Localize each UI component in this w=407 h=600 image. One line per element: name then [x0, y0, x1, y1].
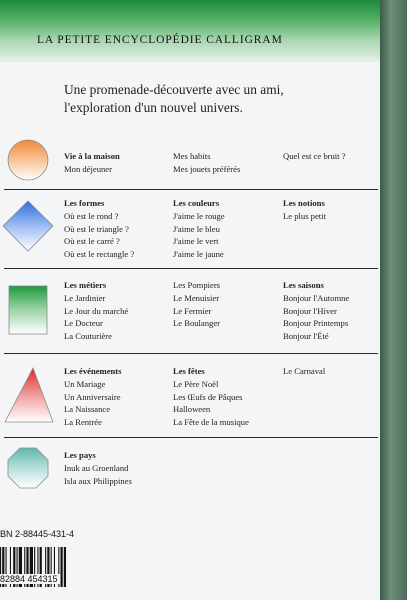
list-item: Où est le triangle ? — [64, 223, 129, 234]
heading-les-notions: Les notions — [283, 198, 325, 208]
column-1 — [64, 150, 120, 176]
heading-les-pays: Les pays — [64, 450, 96, 460]
heading-les-metiers: Les métiers — [64, 280, 107, 290]
list-item: La Fête de la musique — [173, 417, 249, 428]
list-item: Le Carnaval — [283, 366, 326, 376]
heading-les-formes: Les formes — [64, 198, 105, 208]
red-triangle-icon — [3, 366, 55, 424]
heading-les-evenements: Les événements — [64, 366, 122, 376]
heading-les-fetes: Les fêtes — [173, 366, 205, 376]
column-3 — [283, 150, 346, 163]
green-gradient-band — [0, 0, 380, 62]
list-item: Un Anniversaire — [64, 391, 121, 402]
column-1 — [64, 365, 122, 429]
heading-vie-a-la-maison: Vie à la maison — [64, 151, 120, 161]
list-item: La Rentrée — [64, 417, 102, 428]
orange-circle-icon — [6, 138, 50, 182]
column-2 — [173, 279, 220, 330]
column-2 — [173, 365, 249, 429]
blue-diamond-icon — [1, 199, 55, 253]
series-title: LA PETITE ENCYCLOPÉDIE CALLIGRAM — [37, 34, 283, 46]
list-item: Bonjour l'Été — [283, 331, 329, 342]
column-1 — [64, 197, 134, 261]
divider — [4, 437, 378, 438]
column-1 — [64, 449, 132, 487]
list-item: La Naissance — [64, 404, 111, 415]
list-item: Bonjour l'Hiver — [283, 305, 337, 316]
intro-line-1: Une promenade-découverte avec un ami, — [64, 82, 284, 97]
list-item: La Couturière — [64, 331, 112, 342]
barcode-number: 82884 454315 — [0, 574, 58, 584]
list-item: J'aime le bleu — [173, 223, 220, 234]
list-item: Un Mariage — [64, 378, 106, 389]
barcode-bar — [61, 547, 63, 587]
list-item: Isla aux Philippines — [64, 475, 132, 486]
list-item: Bonjour Printemps — [283, 318, 349, 329]
list-item: Mon déjeuner — [64, 163, 112, 174]
list-item: Les Œufs de Pâques — [173, 391, 243, 402]
list-item: Le Jardinier — [64, 292, 106, 303]
divider — [4, 189, 378, 190]
list-item: Le Docteur — [64, 318, 103, 329]
isbn: BN 2-88445-431-4 — [0, 529, 75, 539]
green-square-icon — [8, 285, 48, 335]
column-2 — [173, 197, 225, 261]
intro-text — [64, 81, 364, 117]
column-1 — [64, 279, 128, 343]
divider — [4, 268, 378, 269]
list-item: Où est le rectangle ? — [64, 249, 135, 260]
list-item: Le Boulanger — [173, 318, 221, 329]
list-item: Le Fermier — [173, 305, 212, 316]
heading-les-couleurs: Les couleurs — [173, 198, 220, 208]
list-item: J'aime le rouge — [173, 210, 225, 221]
list-item: Mes jouets préférés — [173, 163, 241, 174]
list-item: Bonjour l'Automne — [283, 292, 350, 303]
list-item: Quel est ce bruit ? — [283, 151, 346, 161]
list-item: Le plus petit — [283, 210, 326, 221]
list-item: Halloween — [173, 404, 211, 415]
column-3 — [283, 365, 325, 378]
book-spine — [380, 0, 407, 600]
barcode-bar — [64, 547, 66, 587]
list-item: Où est le carré ? — [64, 236, 120, 247]
column-3 — [283, 197, 326, 223]
list-item: Inuk au Groenland — [64, 462, 129, 473]
divider — [4, 353, 378, 354]
list-item: Le Père Noël — [173, 378, 219, 389]
intro-line-2: l'exploration d'un nouvel univers. — [64, 100, 243, 115]
list-item: Le Menuisier — [173, 292, 220, 303]
list-item: Où est le rond ? — [64, 210, 119, 221]
list-item: Les Pompiers — [173, 280, 221, 290]
list-item: J'aime le jaune — [173, 249, 224, 260]
list-item: Mes habits — [173, 151, 211, 161]
column-3 — [283, 279, 349, 343]
heading-les-saisons: Les saisons — [283, 280, 324, 290]
list-item: Le Jour du marché — [64, 305, 129, 316]
column-2 — [173, 150, 240, 176]
teal-octagon-icon — [6, 446, 50, 490]
list-item: J'aime le vert — [173, 236, 219, 247]
